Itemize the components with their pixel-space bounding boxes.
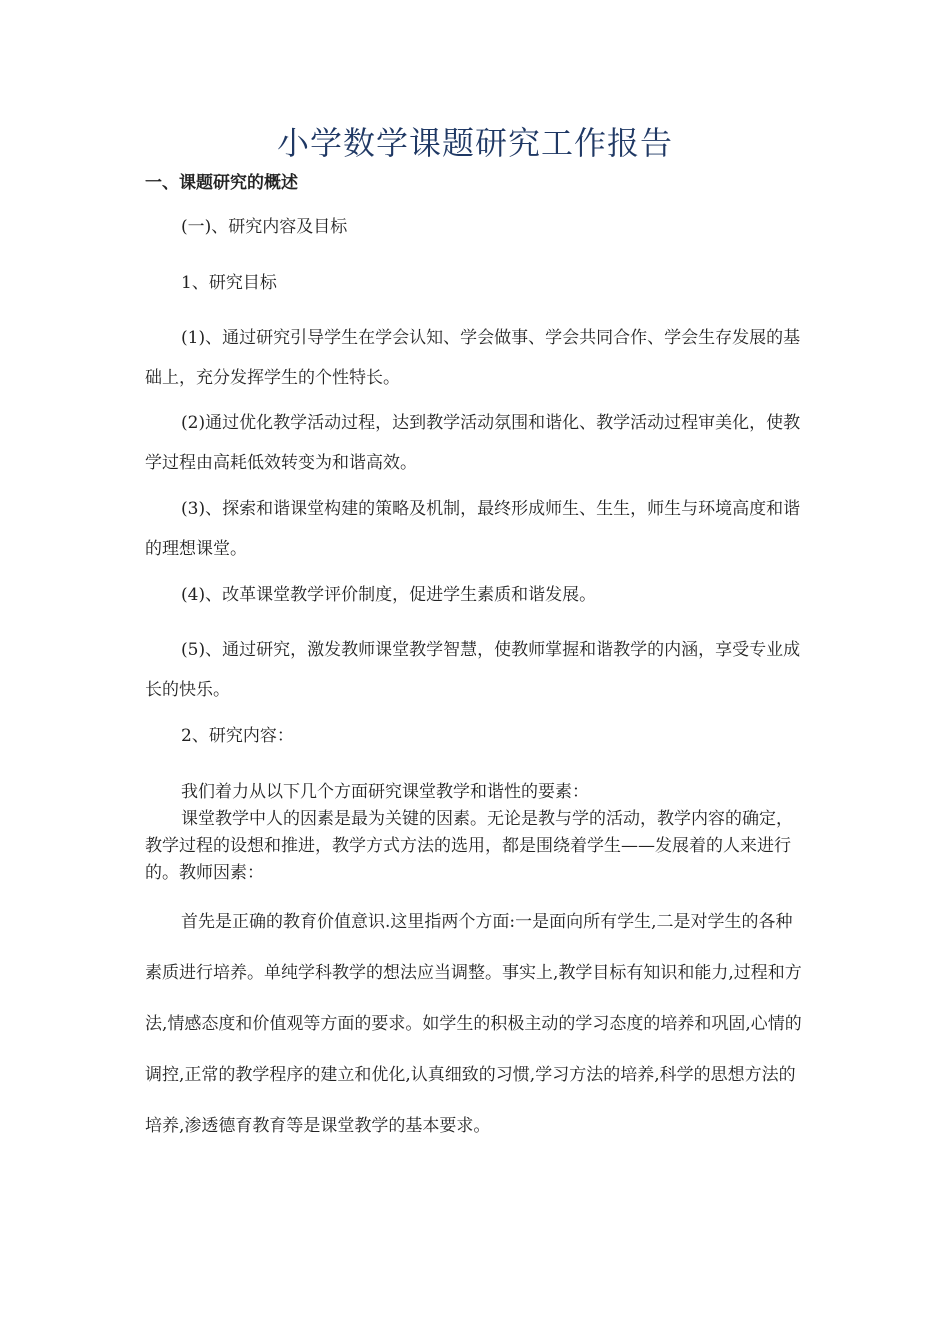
goal-paragraph-5: (5)、通过研究，激发教师课堂教学智慧，使教师掌握和谐教学的内涵，享受专业成长的快乐。 bbox=[145, 640, 801, 700]
item-heading-content bbox=[145, 716, 807, 756]
subsection-text: (一)、研究内容及目标 bbox=[181, 217, 348, 237]
item-heading-goals-text: 1、研究目标 bbox=[181, 273, 277, 293]
goal-paragraph-3: (3)、探索和谐课堂构建的策略及机制，最终形成师生、生生，师生与环境高度和谐的理想课堂。 bbox=[145, 499, 801, 559]
item-heading-content-text: 2、研究内容： bbox=[181, 726, 294, 746]
section-heading-overview: 一、课题研究的概述 bbox=[145, 173, 298, 193]
item-heading-goals bbox=[145, 263, 807, 303]
goal-paragraph-2: (2)通过优化教学活动过程，达到教学活动氛围和谐化、教学活动过程审美化，使教学过程由高耗低效转变为和谐高效。 bbox=[145, 413, 801, 473]
goal-paragraph-4: (4)、改革课堂教学评价制度，促进学生素质和谐发展。 bbox=[181, 585, 597, 605]
content-intro: 我们着力从以下几个方面研究课堂教学和谐性的要素： bbox=[181, 782, 589, 802]
goal-paragraph-1: (1)、通过研究引导学生在学会认知、学会做事、学会共同合作、学会生存发展的基础上，充分发挥学生的个性特长。 bbox=[145, 328, 801, 388]
content-paragraph-2: 首先是正确的教育价值意识.这里指两个方面:一是面向所有学生,二是对学生的各种素质进行培养。单纯学科教学的想法应当调整。事实上,教学目标有知识和能力,过程和方法,情感态度和价值观等方面的要求。如学生的积极主动的学习态度的培养和巩固,心情的调控,正常的教学程序的建立和优化,认真细致的习惯,学习方法的培养,科学的思想方法的培养,渗透德育教育等是课堂教学的基本要求。 bbox=[145, 912, 802, 1136]
content-paragraph-1: 课堂教学中人的因素是最为关键的因素。无论是教与学的活动，教学内容的确定，教学过程的设想和推进，教学方式方法的选用，都是围绕着学生——发展着的人来进行的。教师因素： bbox=[145, 809, 793, 883]
subsection-heading bbox=[145, 207, 807, 247]
document-title: 小学数学课题研究工作报告 bbox=[276, 124, 673, 162]
